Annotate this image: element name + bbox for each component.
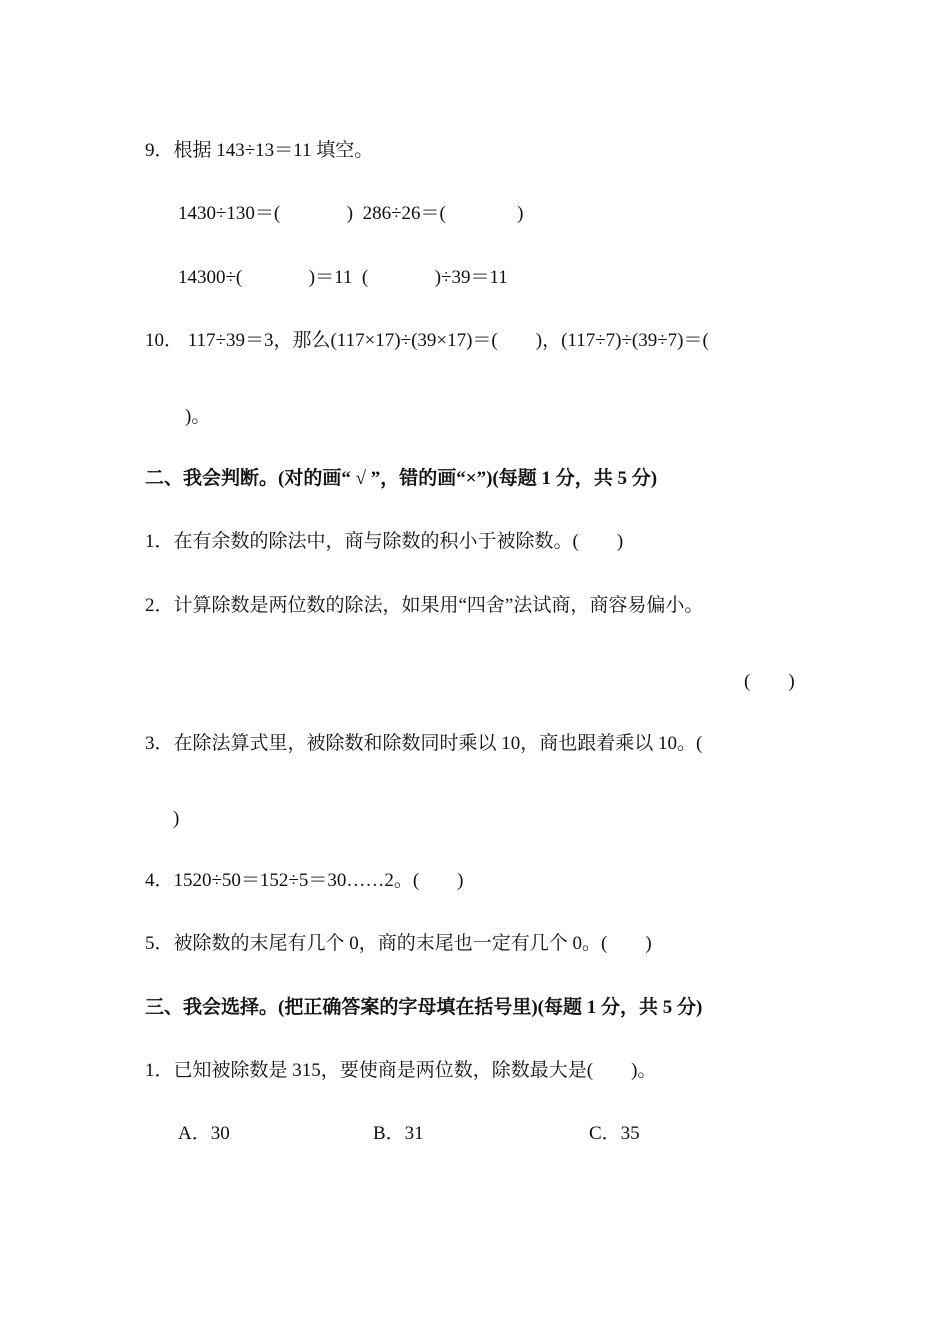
q10-line2: )。 xyxy=(185,406,211,427)
section3-heading: 三、我会选择。(把正确答案的字母填在括号里)(每题 1 分，共 5 分) xyxy=(145,997,703,1018)
judge-item-3-answer: ) xyxy=(173,808,180,829)
q9-title: 9．根据 143÷13＝11 填空。 xyxy=(145,140,374,161)
q9-row1: 1430÷130＝( ) 286÷26＝( ) xyxy=(178,203,524,224)
judge-item-2-answer: ( ) xyxy=(744,671,795,692)
option-b: B．31 xyxy=(373,1123,424,1144)
option-a: A．30 xyxy=(178,1123,230,1144)
q9-row2: 14300÷( )＝11 ( )÷39＝11 xyxy=(178,267,508,288)
choice-question-1: 1．已知被除数是 315，要使商是两位数，除数最大是( )。 xyxy=(145,1060,657,1081)
section2-heading: 二、我会判断。(对的画“ √ ”，错的画“×”)(每题 1 分，共 5 分) xyxy=(145,468,658,489)
judge-item-1: 1．在有余数的除法中，商与除数的积小于被除数。( ) xyxy=(145,531,624,552)
option-c: C．35 xyxy=(589,1123,640,1144)
judge-item-3: 3．在除法算式里，被除数和除数同时乘以 10，商也跟着乘以 10。( xyxy=(145,733,703,754)
judge-item-2: 2．计算除数是两位数的除法，如果用“四舍”法试商，商容易偏小。 xyxy=(145,595,704,616)
q10-line1: 10． 117÷39＝3，那么(117×17)÷(39×17)＝( )，(117÷7)÷(39÷7)＝( xyxy=(145,330,709,351)
judge-item-5: 5．被除数的末尾有几个 0，商的末尾也一定有几个 0。( ) xyxy=(145,933,652,954)
judge-item-4: 4．1520÷50＝152÷5＝30……2。( ) xyxy=(145,870,464,891)
